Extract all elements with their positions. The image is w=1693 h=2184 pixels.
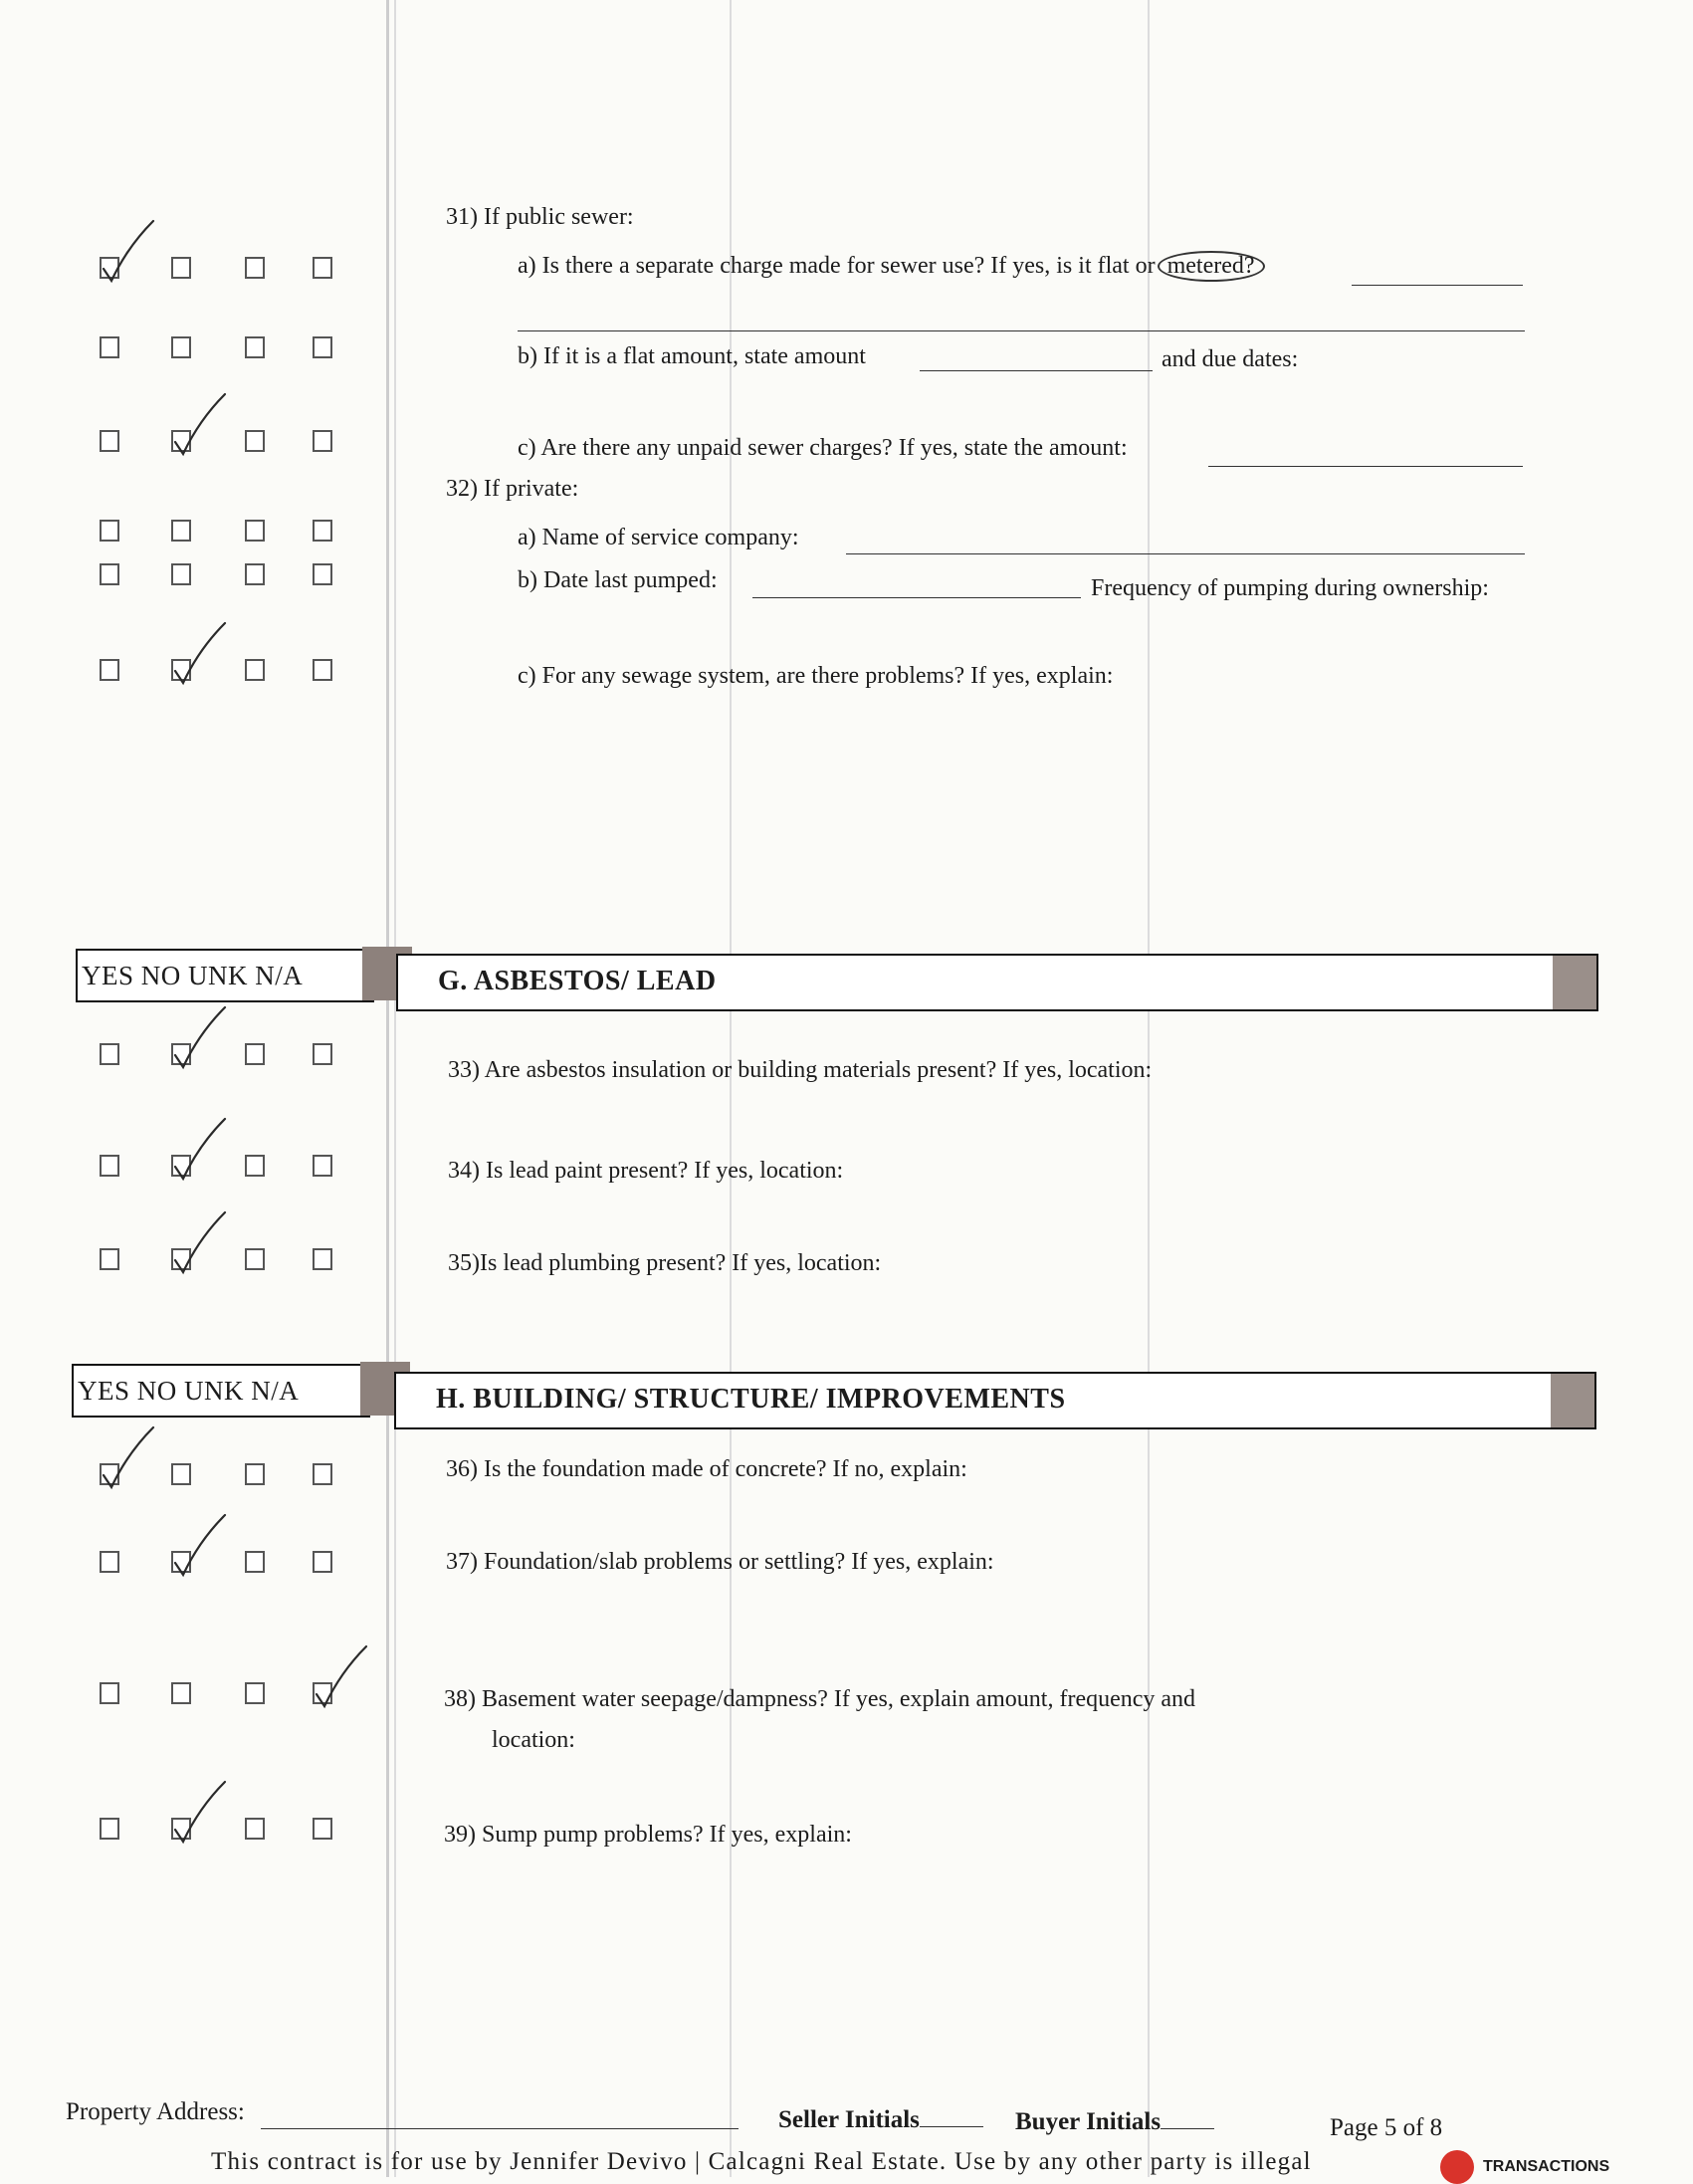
checkbox-no-q33[interactable] [171,1043,191,1065]
checkbox-na-q33[interactable] [313,1043,332,1065]
property-address-blank[interactable] [261,2106,739,2129]
checkbox-row-q32a [100,520,358,547]
q31-title: 31) If public sewer: [446,204,634,230]
scan-streak [394,0,396,2177]
q31c-label: c) Are there any unpaid sewer charges? If yes, state the amount: [518,435,1128,461]
q32a-label: a) Name of service company: [518,525,799,550]
buyer-initials-text: Buyer Initials [1015,2108,1162,2135]
checkbox-row-q33 [100,1043,358,1071]
checkbox-yes-q39[interactable] [100,1818,119,1840]
checkbox-na-q32c[interactable] [313,659,332,681]
contract-notice: This contract is for use by Jennifer Devivo | Calcagni Real Estate. Use by any other party is illegal [211,2148,1312,2175]
checkbox-na-q31c[interactable] [313,430,332,452]
section-h-title: H. BUILDING/ STRUCTURE/ IMPROVEMENTS [436,1384,1066,1415]
checkbox-yes-q38[interactable] [100,1682,119,1704]
checkbox-unk-q33[interactable] [245,1043,265,1065]
section-g-end-block [1553,956,1596,1009]
checkbox-unk-q31a[interactable] [245,257,265,279]
q39-label: 39) Sump pump problems? If yes, explain: [444,1822,852,1848]
checkbox-no-q35[interactable] [171,1248,191,1270]
checkbox-na-q36[interactable] [313,1463,332,1485]
checkmark-icon [98,1423,157,1491]
checkbox-yes-q31c[interactable] [100,430,119,452]
page-number: Page 5 of 8 [1330,2114,1443,2141]
checkmark-icon [169,619,229,687]
q31a-blank[interactable] [1352,263,1523,286]
checkbox-na-q38[interactable] [313,1682,332,1704]
checkbox-na-q35[interactable] [313,1248,332,1270]
q34-label: 34) Is lead paint present? If yes, location: [448,1158,844,1184]
checkbox-yes-q32a[interactable] [100,520,119,542]
q32-title: 32) If private: [446,476,579,502]
q35-label: 35)Is lead plumbing present? If yes, location: [448,1250,882,1276]
checkbox-unk-q32b[interactable] [245,563,265,585]
checkbox-yes-q31b[interactable] [100,336,119,358]
checkbox-na-q31a[interactable] [313,257,332,279]
q33-label: 33) Are asbestos insulation or building materials present? If yes, location: [448,1057,1153,1083]
buyer-initials-label [1015,2108,1214,2136]
checkbox-row-q35 [100,1248,358,1276]
q31a-text [518,251,1265,282]
checkbox-no-q32b[interactable] [171,563,191,585]
checkmark-icon [311,1642,370,1710]
checkmark-icon [169,390,229,458]
checkmark-icon [169,1208,229,1276]
checkbox-row-q31b [100,336,358,364]
checkbox-row-q36 [100,1463,358,1491]
checkbox-unk-q38[interactable] [245,1682,265,1704]
section-g-header [396,954,1598,1011]
checkbox-row-q38 [100,1682,358,1710]
q32b-frequency-label: Frequency of pumping during ownership: [1091,575,1489,601]
checkbox-yes-q32b[interactable] [100,563,119,585]
checkbox-yes-q36[interactable] [100,1463,119,1485]
section-g-column-header: YES NO UNK N/A [76,949,374,1002]
q31a-label: a) Is there a separate charge made for sewer use? If yes, is it flat or [518,253,1156,279]
checkbox-yes-q37[interactable] [100,1551,119,1573]
q38-label-line2: location: [492,1727,575,1753]
checkbox-row-q32b [100,563,358,591]
checkbox-yes-q35[interactable] [100,1248,119,1270]
checkbox-no-q37[interactable] [171,1551,191,1573]
transactions-logo-icon [1440,2150,1474,2184]
checkmark-icon [169,1511,229,1579]
section-h-column-header: YES NO UNK N/A [72,1364,370,1418]
checkbox-unk-q35[interactable] [245,1248,265,1270]
checkbox-unk-q31c[interactable] [245,430,265,452]
checkbox-row-q37 [100,1551,358,1579]
q31b-amount-blank[interactable] [920,348,1153,371]
seller-initials-text: Seller Initials [778,2106,920,2133]
property-address-label: Property Address: [66,2098,245,2125]
checkbox-yes-q32c[interactable] [100,659,119,681]
checkbox-row-q32c [100,659,358,687]
checkbox-na-q32a[interactable] [313,520,332,542]
q32c-label: c) For any sewage system, are there problems? If yes, explain: [518,663,1114,689]
metered-circled: metered? [1158,251,1265,282]
checkbox-na-q31b[interactable] [313,336,332,358]
buyer-initials-blank[interactable] [1161,2110,1214,2129]
checkbox-row-q31c [100,430,358,458]
seller-initials-label [778,2106,983,2134]
checkbox-row-q31a [100,257,358,285]
checkbox-yes-q33[interactable] [100,1043,119,1065]
q36-label: 36) Is the foundation made of concrete? If no, explain: [446,1456,967,1482]
checkbox-no-q36[interactable] [171,1463,191,1485]
checkbox-na-q32b[interactable] [313,563,332,585]
section-h-header [394,1372,1596,1429]
checkmark-icon [169,1115,229,1183]
section-h-end-block [1551,1374,1594,1427]
checkbox-row-q39 [100,1818,358,1846]
checkbox-unk-q32a[interactable] [245,520,265,542]
q31c-amount-blank[interactable] [1208,444,1523,467]
checkbox-unk-q39[interactable] [245,1818,265,1840]
checkbox-na-q37[interactable] [313,1551,332,1573]
checkbox-no-q38[interactable] [171,1682,191,1704]
checkbox-no-q31a[interactable] [171,257,191,279]
checkbox-yes-q31a[interactable] [100,257,119,279]
checkbox-no-q32c[interactable] [171,659,191,681]
checkbox-no-q32a[interactable] [171,520,191,542]
q32b-label: b) Date last pumped: [518,567,718,593]
checkbox-unk-q37[interactable] [245,1551,265,1573]
checkbox-na-q34[interactable] [313,1155,332,1177]
seller-initials-blank[interactable] [920,2108,983,2127]
q31a-blank-line2[interactable] [518,309,1525,331]
checkbox-no-q31c[interactable] [171,430,191,452]
q32a-blank[interactable] [846,532,1525,554]
q31b-due-label: and due dates: [1162,346,1299,372]
checkbox-unk-q31b[interactable] [245,336,265,358]
checkmark-icon [169,1003,229,1071]
checkbox-unk-q34[interactable] [245,1155,265,1177]
checkbox-yes-q34[interactable] [100,1155,119,1177]
checkbox-na-q39[interactable] [313,1818,332,1840]
checkbox-unk-q32c[interactable] [245,659,265,681]
checkbox-no-q31b[interactable] [171,336,191,358]
checkbox-no-q39[interactable] [171,1818,191,1840]
checkbox-no-q34[interactable] [171,1155,191,1177]
q31b-label: b) If it is a flat amount, state amount [518,343,866,369]
checkmark-icon [169,1778,229,1846]
q32b-date-blank[interactable] [752,575,1081,598]
checkbox-row-q34 [100,1155,358,1183]
scan-streak [386,0,389,2177]
q37-label: 37) Foundation/slab problems or settling? If yes, explain: [446,1549,994,1575]
q38-label: 38) Basement water seepage/dampness? If yes, explain amount, frequency and [444,1686,1196,1712]
checkbox-unk-q36[interactable] [245,1463,265,1485]
transactions-logo-text: TRANSACTIONS [1483,2158,1610,2175]
checkmark-icon [98,217,157,285]
section-g-title: G. ASBESTOS/ LEAD [438,966,717,996]
